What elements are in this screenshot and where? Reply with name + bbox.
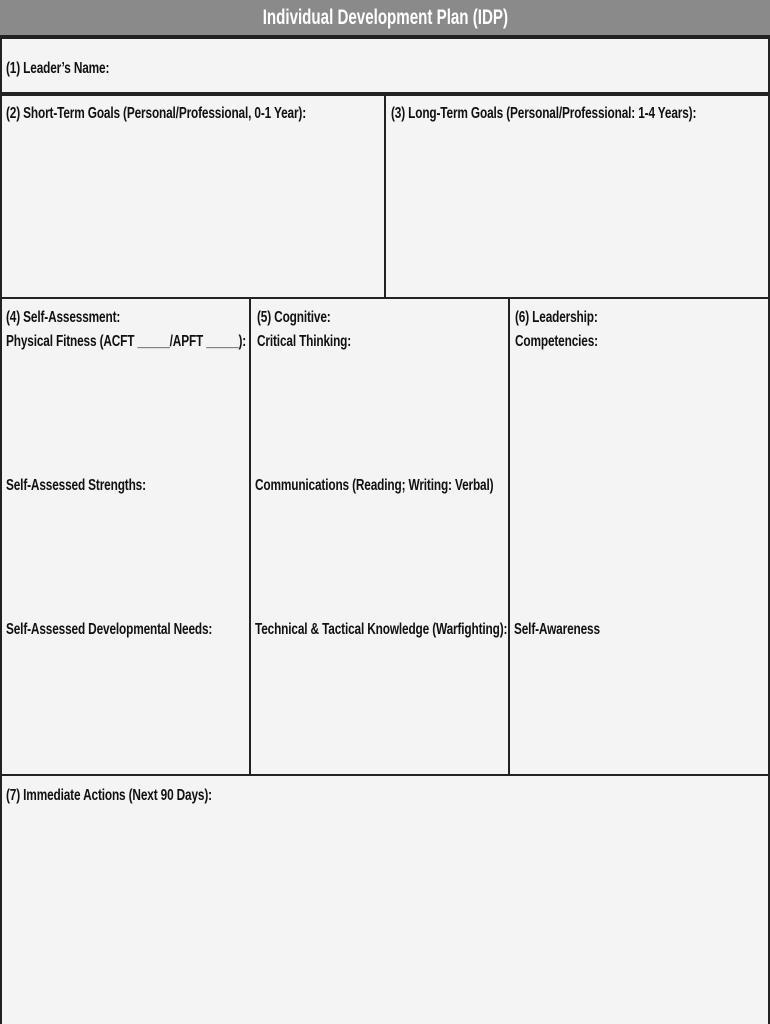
physical-fitness-label: Physical Fitness (ACFT _____/APFT _____): xyxy=(6,333,247,350)
self-assessment-heading: (4) Self-Assessment: xyxy=(6,309,121,326)
critical-thinking-label: Critical Thinking: xyxy=(257,333,352,350)
short-term-goals-field[interactable] xyxy=(0,94,386,299)
dev-needs-label: Self-Assessed Developmental Needs: xyxy=(6,621,213,638)
cognitive-heading: (5) Cognitive: xyxy=(257,309,331,326)
long-term-goals-label: (3) Long-Term Goals (Personal/Professional: 1-4 Years): xyxy=(391,105,697,122)
long-term-goals-field[interactable] xyxy=(384,94,770,299)
form-title-bar xyxy=(0,0,770,37)
leadership-heading: (6) Leadership: xyxy=(515,309,598,326)
cognitive-field[interactable] xyxy=(249,297,510,776)
immediate-actions-label: (7) Immediate Actions (Next 90 Days): xyxy=(6,787,212,804)
communications-label: Communications (Reading; Writing: Verbal) xyxy=(255,477,494,494)
self-awareness-label: Self-Awareness xyxy=(514,621,600,638)
short-term-goals-label: (2) Short-Term Goals (Personal/Professional, 0-1 Year): xyxy=(6,105,307,122)
strengths-label: Self-Assessed Strengths: xyxy=(6,477,146,494)
leadership-field[interactable] xyxy=(508,297,770,776)
self-assessment-field[interactable] xyxy=(0,297,251,776)
leader-name-field[interactable] xyxy=(0,37,770,94)
technical-knowledge-label: Technical & Tactical Knowledge (Warfighting): xyxy=(255,621,508,638)
immediate-actions-field[interactable] xyxy=(0,774,770,1024)
competencies-label: Competencies: xyxy=(515,333,598,350)
form-title: Individual Development Plan (IDP) xyxy=(262,5,508,29)
leader-name-label: (1) Leader’s Name: xyxy=(6,60,110,77)
